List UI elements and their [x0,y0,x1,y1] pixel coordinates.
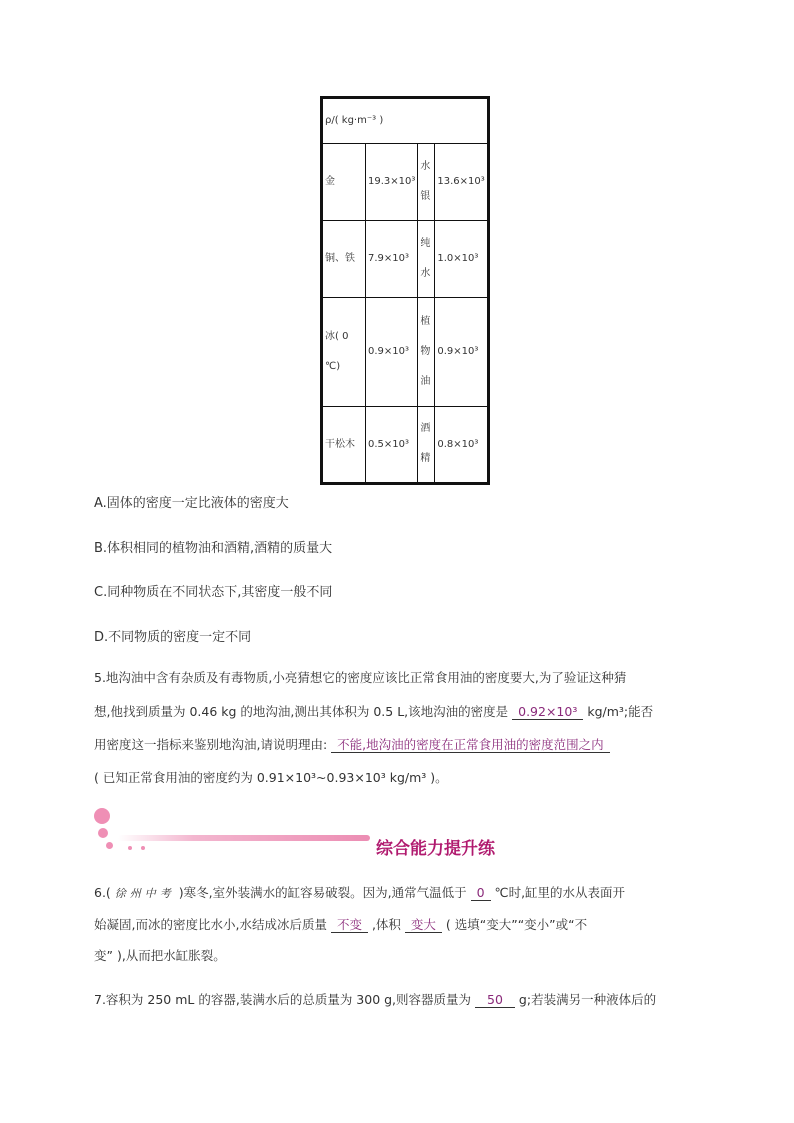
option-a: A.固体的密度一定比液体的密度大 [94,496,289,511]
q6-line2 [94,910,587,940]
q6-answer-volume: 变大 [405,917,442,933]
q6-answer-mass: 不变 [331,917,368,933]
q6-line1 [94,878,625,909]
unit-label: ρ/( kg·m⁻³ ) [322,98,489,144]
density-table [320,96,490,485]
density-value: 13.6×10³ [435,144,488,221]
q5-line1: 5.地沟油中含有杂质及有毒物质,小亮猜想它的密度应该比正常食用油的密度要大,为了验证这种猜 [94,670,627,685]
q6-text: 始凝固,而冰的密度比水小,水结成冰后质量 [94,917,327,932]
density-value: 0.8×10³ [435,407,488,484]
table-header-row [322,98,489,144]
q6-text: )寒冬,室外装满水的缸容易破裂。因为,通常气温低于 [178,885,467,900]
decor-dot-icon [98,828,108,838]
q5-answer-density: 0.92×10³ [512,704,583,720]
substance-name: 酒精 [420,423,431,464]
substance-name: 冰( 0 ℃) [325,330,349,372]
banner-line [118,835,370,841]
substance-name: 铜、铁 [322,221,366,298]
density-value: 7.9×10³ [366,221,418,298]
q5-text: 想,他找到质量为 0.46 kg 的地沟油,测出其体积为 0.5 L,该地沟油的密度是 [94,704,509,719]
q7-line1 [94,985,656,1015]
decor-dot-icon [106,842,113,849]
substance-name: 干松木 [322,407,366,484]
density-value: 0.5×10³ [366,407,418,484]
density-value: 0.9×10³ [366,298,418,407]
q5-text: kg/m³;能否 [587,704,654,719]
q5-line3 [94,730,610,760]
q5-answer-reason: 不能,地沟油的密度在正常食用油的密度范围之内 [331,737,609,753]
q6-line3: 变” ),从而把水缸胀裂。 [94,948,226,963]
q6-text: ,体积 [371,917,401,932]
q6-text: 6.( [94,885,111,900]
option-c: C.同种物质在不同状态下,其密度一般不同 [94,585,333,600]
q7-text: 7.容积为 250 mL 的容器,装满水后的总质量为 300 g,则容器质量为 [94,992,472,1007]
q6-answer-temp: 0 [471,885,491,901]
decor-dot-icon [94,808,110,824]
option-d: D.不同物质的密度一定不同 [94,630,252,645]
table-row [322,298,489,407]
q6-source: 徐州中考 [114,887,175,900]
option-b: B.体积相同的植物油和酒精,酒精的质量大 [94,541,333,556]
q5-line4: ( 已知正常食用油的密度约为 0.91×10³~0.93×10³ kg/m³ )。 [94,770,448,785]
section-title: 综合能力提升练 [376,839,495,859]
table-row [322,144,489,221]
q5-line2 [94,697,653,727]
density-value: 19.3×10³ [366,144,418,221]
decor-dot-icon [128,846,132,850]
q7-text: g;若装满另一种液体后的 [518,992,657,1007]
substance-name: 金 [322,144,366,221]
q6-text: ( 选填“变大”“变小”或“不 [445,917,588,932]
q5-text: 用密度这一指标来鉴别地沟油,请说明理由: [94,737,328,752]
substance-name: 水银 [420,160,431,202]
table-row [322,221,489,298]
table-row [322,407,489,484]
decor-dot-icon [141,846,145,850]
substance-name: 纯水 [420,237,431,279]
q6-text: ℃时,缸里的水从表面开 [494,885,626,900]
density-value: 0.9×10³ [435,298,488,407]
substance-name: 植物油 [420,315,431,387]
q7-answer-mass: 50 [475,992,515,1008]
density-value: 1.0×10³ [435,221,488,298]
